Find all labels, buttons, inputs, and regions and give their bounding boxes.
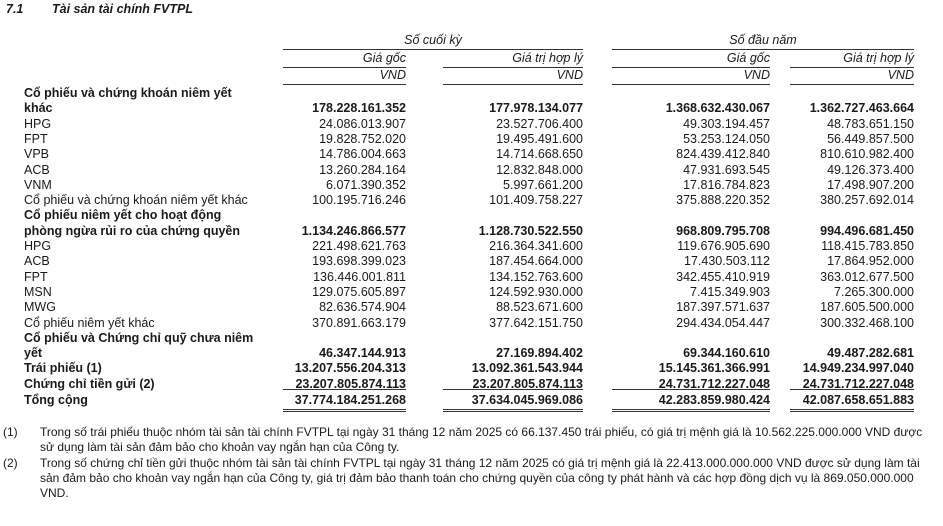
col-header-cost-end: Giá gốc: [283, 51, 406, 68]
total-value: 37.774.184.251.268: [294, 393, 406, 407]
row-value: 5.997.661.200: [503, 178, 583, 192]
row-label: HPG: [24, 239, 52, 253]
group-header-end-of-period: Số cuối kỳ: [283, 33, 583, 50]
subtotal-line: [790, 389, 914, 390]
row-value: 1.128.730.522.550: [478, 224, 583, 238]
row-label: khác: [24, 101, 53, 115]
row-value: 13.092.361.543.944: [471, 361, 583, 375]
row-label: HPG: [24, 117, 52, 131]
row-value: 1.134.246.866.577: [301, 224, 406, 238]
row-value: 24.731.712.227.048: [802, 377, 914, 391]
row-value: 968.809.795.708: [676, 224, 770, 238]
row-label: FPT: [24, 270, 48, 284]
row-value: 24.731.712.227.048: [658, 377, 770, 391]
row-value: 136.446.001.811: [313, 270, 406, 284]
row-value: 13.260.284.164: [319, 163, 406, 177]
row-label: VPB: [24, 147, 50, 161]
row-value: 342.455.410.919: [676, 270, 770, 284]
total-value: 42.283.859.980.424: [658, 393, 770, 407]
currency-label: VND: [790, 68, 914, 85]
total-double-line: [283, 409, 406, 410]
currency-label: VND: [612, 68, 770, 85]
row-label: VNM: [24, 178, 52, 192]
row-label: FPT: [24, 132, 48, 146]
row-value: 23.207.805.874.113: [472, 377, 583, 391]
row-value: 7.265.300.000: [834, 285, 914, 299]
row-value: 177.978.134.077: [489, 101, 583, 115]
row-value: 134.152.763.600: [489, 270, 583, 284]
total-double-line: [612, 409, 770, 410]
row-value: 6.071.390.352: [326, 178, 406, 192]
row-label: Chứng chỉ tiền gửi (2): [24, 377, 155, 391]
row-value: 178.228.161.352: [312, 101, 406, 115]
total-double-line: [612, 411, 770, 412]
row-value: 810.610.982.400: [820, 147, 914, 161]
row-value: 187.454.664.000: [489, 254, 583, 268]
row-value: 119.676.905.690: [677, 239, 770, 253]
row-value: 17.430.503.112: [684, 254, 770, 268]
row-value: 19.828.752.020: [319, 132, 406, 146]
row-value: 82.636.574.904: [319, 300, 406, 314]
row-value: 49.126.373.400: [827, 163, 914, 177]
footnote-1: [3, 425, 928, 455]
row-value: 19.495.491.600: [496, 132, 583, 146]
row-value: 88.523.671.600: [496, 300, 583, 314]
row-value: 49.303.194.457: [683, 117, 770, 131]
row-label: Cổ phiếu và chứng khoán niêm yết: [24, 86, 232, 100]
row-value: 69.344.160.610: [683, 346, 770, 360]
section-number: 7.1: [6, 2, 24, 16]
row-value: 23.527.706.400: [496, 117, 583, 131]
footnote-2: [3, 456, 928, 501]
row-label: ACB: [24, 163, 50, 177]
row-value: 377.642.151.750: [489, 316, 583, 330]
row-value: 101.409.758.227: [489, 193, 583, 207]
row-value: 12.832.848.000: [496, 163, 583, 177]
section-title: Tài sản tài chính FVTPL: [52, 2, 193, 16]
row-value: 17.498.907.200: [827, 178, 914, 192]
row-value: 1.362.727.463.664: [809, 101, 914, 115]
row-value: 7.415.349.903: [690, 285, 770, 299]
row-value: 53.253.124.050: [683, 132, 770, 146]
group-header-beginning-of-year: Số đầu năm: [612, 33, 914, 50]
row-value: 216.364.341.600: [489, 239, 583, 253]
row-value: 129.075.605.897: [312, 285, 406, 299]
footnote-number: (1): [3, 425, 18, 439]
row-label: MWG: [24, 300, 56, 314]
row-label: ACB: [24, 254, 50, 268]
row-value: 24.086.013.907: [319, 117, 406, 131]
row-label: Cổ phiếu và chứng khoán niêm yết khác: [24, 193, 248, 207]
row-label: Cổ phiếu và Chứng chỉ quỹ chưa niêm: [24, 331, 254, 345]
total-double-line: [443, 411, 583, 412]
row-value: 47.931.693.545: [683, 163, 770, 177]
row-value: 49.487.282.681: [827, 346, 914, 360]
row-value: 118.415.783.850: [821, 239, 914, 253]
row-value: 27.169.894.402: [496, 346, 583, 360]
row-value: 187.397.571.637: [676, 300, 770, 314]
row-value: 300.332.468.100: [820, 316, 914, 330]
section-heading: [6, 2, 193, 16]
row-value: 46.347.144.913: [319, 346, 406, 360]
total-value: 42.087.658.651.883: [802, 393, 914, 407]
row-value: 221.498.621.763: [312, 239, 406, 253]
row-value: 100.195.716.246: [312, 193, 406, 207]
row-label: phòng ngừa rủi ro của chứng quyền: [24, 224, 241, 238]
row-value: 15.145.361.366.991: [658, 361, 770, 375]
col-header-fair-begin: Giá trị hợp lý: [790, 51, 914, 68]
row-value: 14.714.668.650: [496, 147, 583, 161]
footnote-text: Trong số trái phiếu thuộc nhóm tài sản tài chính FVTPL tại ngày 31 tháng 12 năm 2025 có 66.137.450 trái phiếu, có giá trị mệnh giá là 10.562.225.000.000 VND được sử dụng làm tài sản đảm bảo cho khoản vay ngắn hạn của Công ty.: [40, 425, 923, 454]
row-value: 56.449.857.500: [827, 132, 914, 146]
row-value: 375.888.220.352: [676, 193, 770, 207]
footnote-text: Trong số chứng chỉ tiền gửi thuộc nhóm tài sản tài chính FVTPL tại ngày 31 tháng 12 năm 2025 có giá trị mệnh giá là 22.413.000.000.000 VND được sử dụng làm tài sản đảm bảo cho khoản vay ngắn hạn của Công ty, giá trị đảm bảo thanh toán cho chứng quyền của công ty phát hành và các hợp đồng dịch vụ là 869.050.000.000 VND.: [40, 456, 920, 500]
total-double-line: [790, 411, 914, 412]
row-value: 370.891.663.179: [312, 316, 406, 330]
col-header-cost-begin: Giá gốc: [612, 51, 770, 68]
row-value: 994.496.681.450: [820, 224, 914, 238]
row-label: Cổ phiếu niêm yết cho hoạt động: [24, 208, 222, 222]
subtotal-line: [612, 389, 770, 390]
row-value: 824.439.412.840: [676, 147, 770, 161]
subtotal-line: [443, 389, 583, 390]
total-label: Tổng cộng: [24, 393, 88, 407]
row-value: 380.257.692.014: [820, 193, 914, 207]
row-label: yết: [24, 346, 43, 360]
row-value: 193.698.399.023: [312, 254, 406, 268]
row-value: 48.783.651.150: [827, 117, 914, 131]
subtotal-line: [283, 389, 406, 390]
row-value: 14.786.004.663: [319, 147, 406, 161]
col-header-fair-end: Giá trị hợp lý: [443, 51, 583, 68]
total-double-line: [443, 409, 583, 410]
row-value: 14.949.234.997.040: [802, 361, 914, 375]
row-label: Cổ phiếu niêm yết khác: [24, 316, 155, 330]
row-value: 1.368.632.430.067: [665, 101, 770, 115]
row-value: 17.816.784.823: [683, 178, 770, 192]
currency-label: VND: [283, 68, 406, 85]
row-value: 23.207.805.874.113: [295, 377, 406, 391]
row-value: 363.012.677.500: [820, 270, 914, 284]
row-value: 17.864.952.000: [827, 254, 914, 268]
total-value: 37.634.045.969.086: [471, 393, 583, 407]
total-double-line: [790, 409, 914, 410]
row-value: 13.207.556.204.313: [294, 361, 406, 375]
row-value: 187.605.500.000: [820, 300, 914, 314]
footnote-number: (2): [3, 456, 18, 470]
row-value: 294.434.054.447: [676, 316, 770, 330]
row-value: 124.592.930.000: [489, 285, 583, 299]
currency-label: VND: [443, 68, 583, 85]
row-label: Trái phiếu (1): [24, 361, 102, 375]
total-double-line: [283, 411, 406, 412]
row-label: MSN: [24, 285, 52, 299]
